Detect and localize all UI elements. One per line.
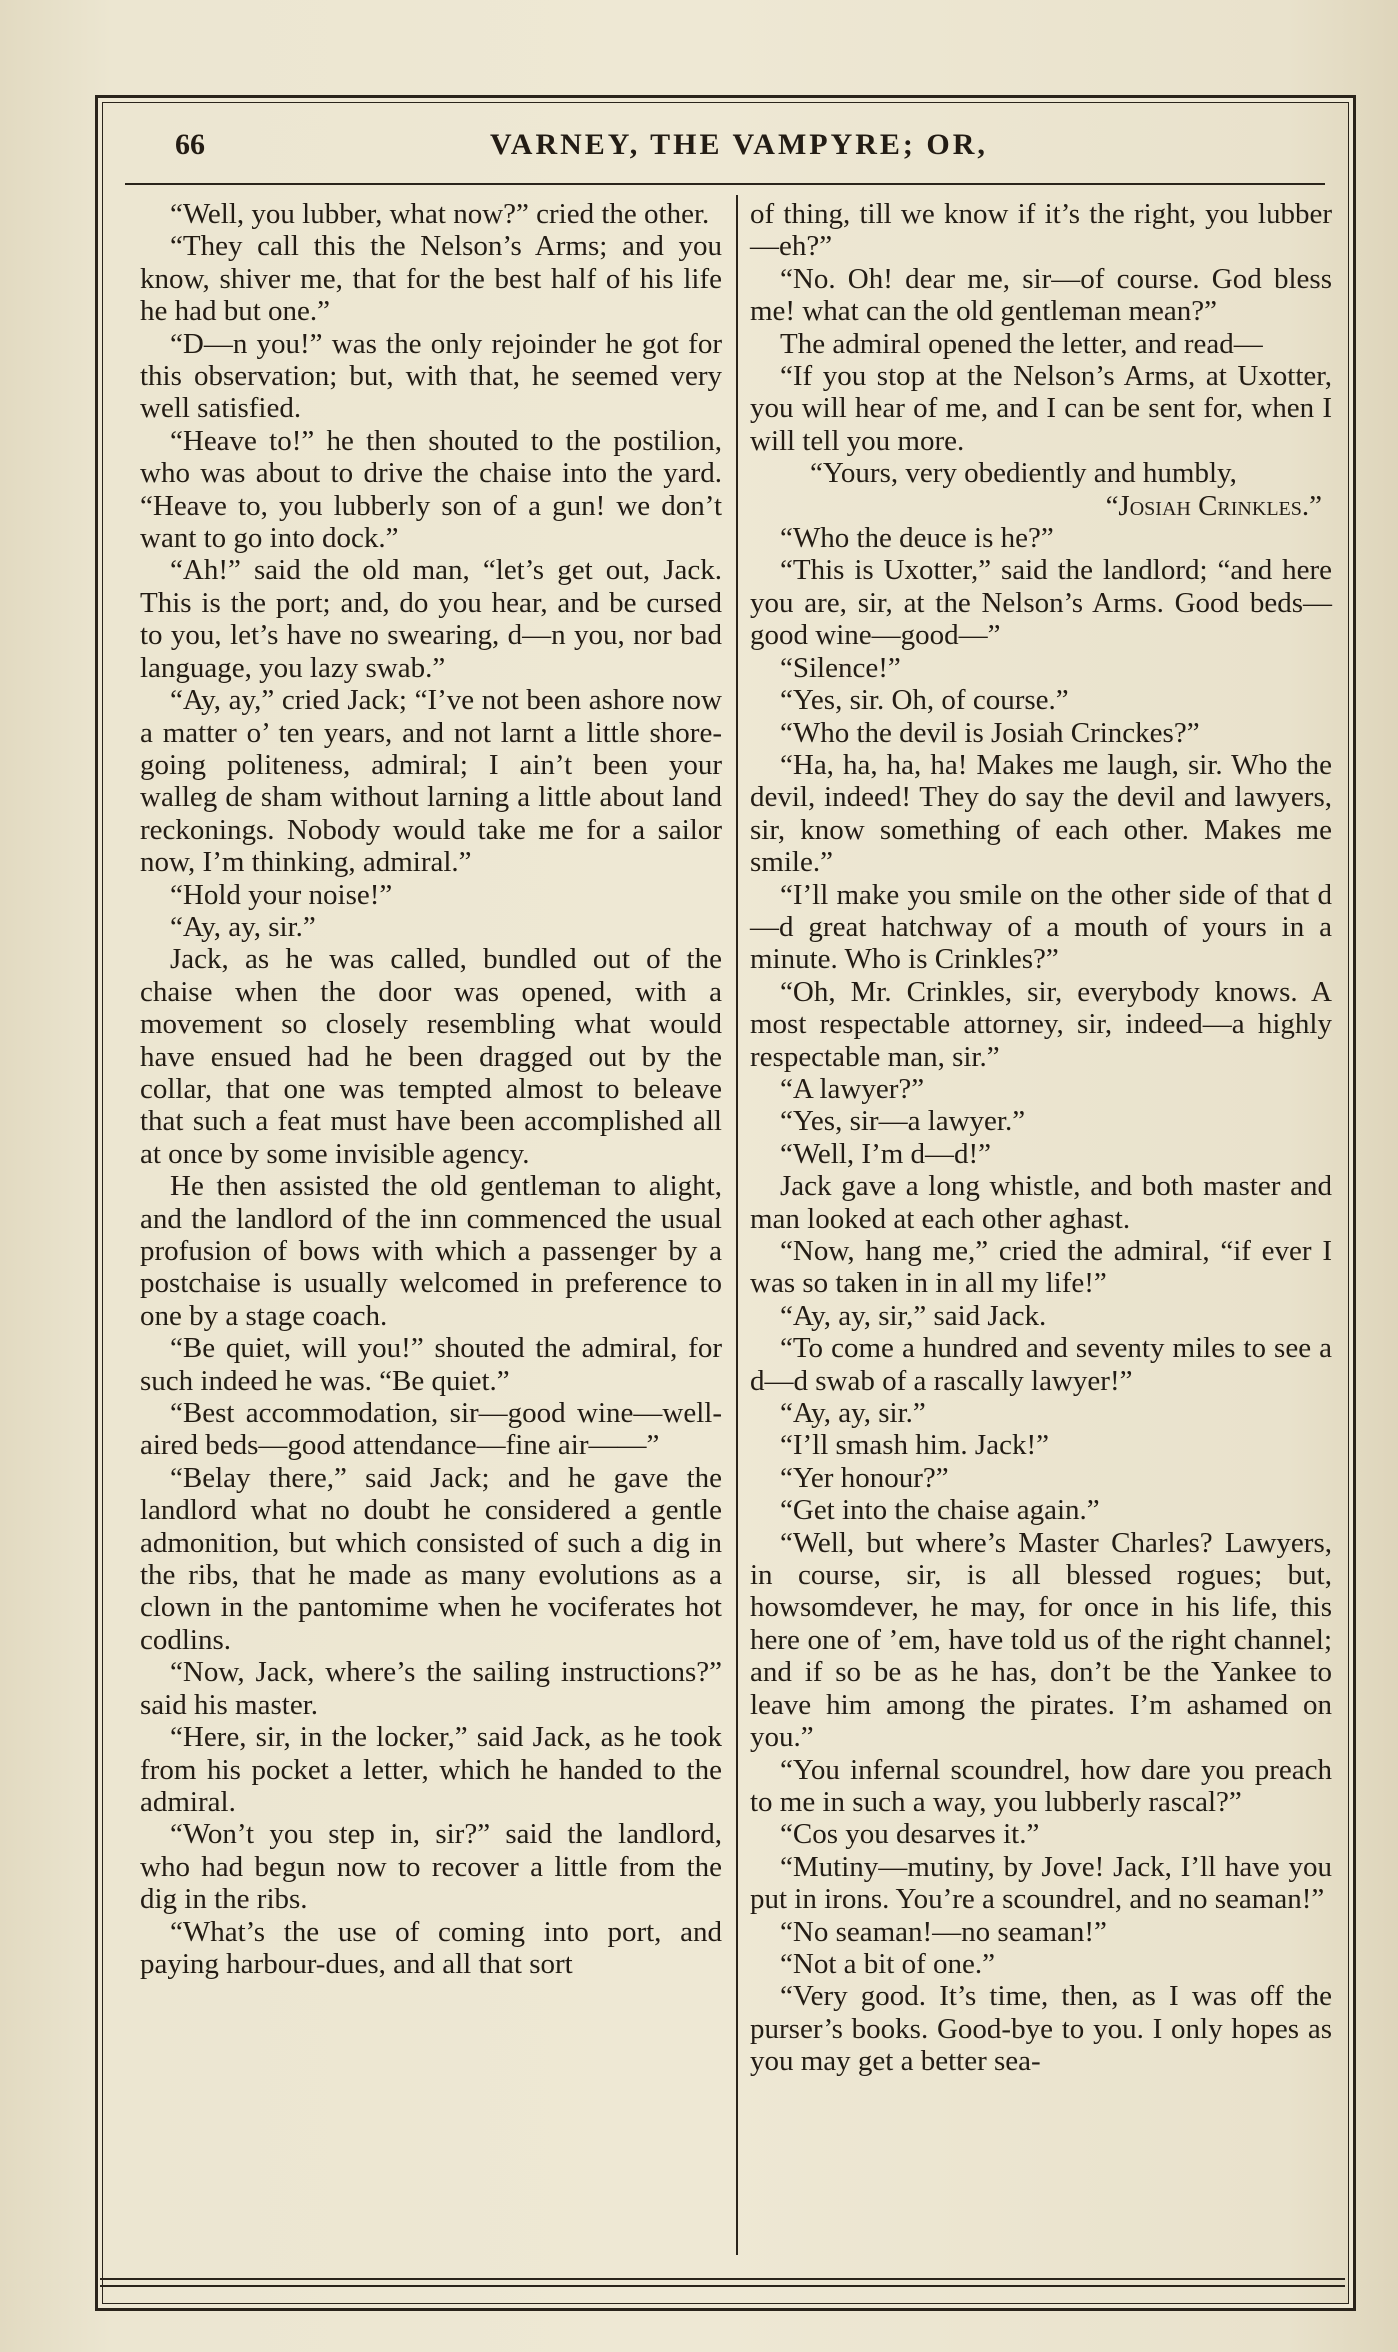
paragraph: “Yours, very obediently and humbly,	[810, 457, 1237, 490]
paragraph: “To come a hundred and seventy miles to see a d—d swab of a rascally lawyer!”	[750, 1332, 1332, 1397]
paragraph: “Hold your noise!”	[170, 878, 393, 911]
header-rule	[125, 183, 1325, 185]
paragraph: “Yes, sir—a lawyer.”	[780, 1105, 1026, 1138]
paragraph: “This is Uxotter,” said the landlord; “and here you are, sir, at the Nelson’s Arms. Good beds—good wine—good—”	[750, 554, 1332, 652]
paragraph: “Oh, Mr. Crinkles, sir, everybody knows. A most respectable attorney, sir, indeed—a highly respectable man, sir.”	[750, 975, 1332, 1073]
page-number: 66	[175, 128, 205, 161]
paragraph: “Be quiet, will you!” shouted the admiral, for such indeed he was. “Be quiet.”	[140, 1332, 722, 1397]
paragraph: “Silence!”	[780, 651, 901, 684]
paragraph: “Get into the chaise again.”	[780, 1494, 1100, 1527]
paragraph: “No. Oh! dear me, sir—of course. God bless me! what can the old gentleman mean?”	[750, 262, 1332, 328]
paragraph: “Ay, ay, sir.”	[780, 1397, 926, 1430]
paragraph: “Heave to!” he then shouted to the postilion, who was about to drive the chaise into the yard. “Heave to, you lubberly son of a gun! we don’t want to go into dock.”	[140, 424, 722, 555]
paragraph: “I’ll smash him. Jack!”	[780, 1429, 1049, 1462]
paragraph: of thing, till we know if it’s the right, you lubber—eh?”	[750, 198, 1332, 263]
paragraph: He then assisted the old gentleman to alight, and the landlord of the inn commenced the usual profusion of bows with which a passenger by a postchaise is usually welcomed in preference to one by a stage coach.	[140, 1170, 722, 1332]
paragraph: “They call this the Nelson’s Arms; and you know, shiver me, that for the best half of his life he had but one.”	[140, 230, 722, 328]
paragraph: “No seaman!—no seaman!”	[780, 1915, 1107, 1948]
paragraph: “Ha, ha, ha, ha! Makes me laugh, sir. Who the devil, indeed! They do say the devil and lawyers, sir, know something of each other. Makes me smile.”	[750, 748, 1332, 879]
paragraph: The admiral opened the letter, and read—	[780, 327, 1263, 360]
paragraph: “D—n you!” was the only rejoinder he got for this observation; but, with that, he seemed very well satisfied.	[140, 327, 722, 425]
running-title: VARNEY, THE VAMPYRE; OR,	[490, 128, 988, 161]
paragraph: “Now, Jack, where’s the sailing instructions?” said his master.	[140, 1656, 722, 1721]
paragraph: “Here, sir, in the locker,” said Jack, as he took from his pocket a letter, which he handed to the admiral.	[140, 1721, 722, 1818]
paragraph: “Well, but where’s Master Charles? Lawyers, in course, sir, is all blessed rogues; but, howsomdever, he may, for once in his life, this here one of ’em, have told us of the right channel; and if so be as he has, don’t be the Yankee to leave him among the pirates. I’m ashamed on you.”	[750, 1526, 1332, 1754]
paragraph: “What’s the use of coming into port, and paying harbour-dues, and all that sort	[140, 1915, 722, 1980]
paragraph: “Well, I’m d—d!”	[780, 1137, 992, 1170]
paragraph: “Not a bit of one.”	[780, 1947, 996, 1980]
paragraph: “Cos you desarves it.”	[780, 1818, 1040, 1851]
paragraph: Jack, as he was called, bundled out of the chaise when the door was opened, with a movement so closely resembling what would have ensued had he been dragged out by the collar, that one was tempted almost to beleave that such a feat must have been accomplished all at once by some invisible agency.	[140, 943, 722, 1170]
right-column	[750, 198, 1332, 2078]
footer-rule	[100, 2278, 1345, 2287]
paragraph: “Belay there,” said Jack; and he gave the landlord what no doubt he considered a gentle admonition, but which consisted of such a dig in the ribs, that he made as many evolutions as a clown in the pantomime when he vociferates hot codlins.	[140, 1461, 722, 1656]
paragraph: “You infernal scoundrel, how dare you preach to me in such a way, you lubberly rascal?”	[750, 1753, 1332, 1818]
paragraph: Jack gave a long whistle, and both master and man looked at each other aghast.	[750, 1170, 1332, 1235]
paragraph: “Won’t you step in, sir?” said the landlord, who had begun now to recover a little from the dig in the ribs.	[140, 1818, 722, 1916]
paragraph: “Who the devil is Josiah Crinckes?”	[780, 716, 1200, 749]
left-column	[140, 198, 722, 1980]
paragraph: “Ay, ay, sir.”	[170, 910, 316, 943]
paragraph: “Ay, ay, sir,” said Jack.	[780, 1299, 1047, 1332]
paragraph: “Ay, ay,” cried Jack; “I’ve not been ashore now a matter o’ ten years, and not larnt a little shore-going politeness, admiral; I ain’t been your walleg de sham without larning a little about land reckonings. Nobody would take me for a sailor now, I’m thinking, admiral.”	[140, 684, 722, 879]
paragraph: “Mutiny—mutiny, by Jove! Jack, I’ll have you put in irons. You’re a scoundrel, and no seaman!”	[750, 1850, 1332, 1916]
paragraph: “Now, hang me,” cried the admiral, “if ever I was so taken in in all my life!”	[750, 1235, 1332, 1300]
paragraph: “Yes, sir. Oh, of course.”	[780, 684, 1069, 717]
paragraph: “I’ll make you smile on the other side of that d—d great hatchway of a mouth of yours in a minute. Who is Crinkles?”	[750, 878, 1332, 976]
paragraph: “Best accommodation, sir—good wine—well-aired beds—good attendance—fine air——”	[140, 1397, 722, 1462]
paragraph: “Well, you lubber, what now?” cried the other.	[170, 198, 710, 230]
paragraph: “Ah!” said the old man, “let’s get out, Jack. This is the port; and, do you hear, and be cursed to you, let’s have no swearing, d—n you, nor bad language, you lazy swab.”	[140, 554, 722, 684]
paragraph: “Very good. It’s time, then, as I was off the purser’s books. Good-bye to you. I only hopes as you may get a better sea-	[750, 1980, 1332, 2078]
column-divider	[736, 195, 738, 2255]
paragraph: “Yer honour?”	[780, 1461, 949, 1494]
paragraph: “If you stop at the Nelson’s Arms, at Uxotter, you will hear of me, and I can be sent for, when I will tell you more.	[750, 360, 1332, 457]
paragraph: “Who the deuce is he?”	[780, 522, 1054, 555]
paragraph: “A lawyer?”	[780, 1072, 925, 1105]
paragraph: “Josiah Crinkles.”	[1105, 489, 1322, 522]
